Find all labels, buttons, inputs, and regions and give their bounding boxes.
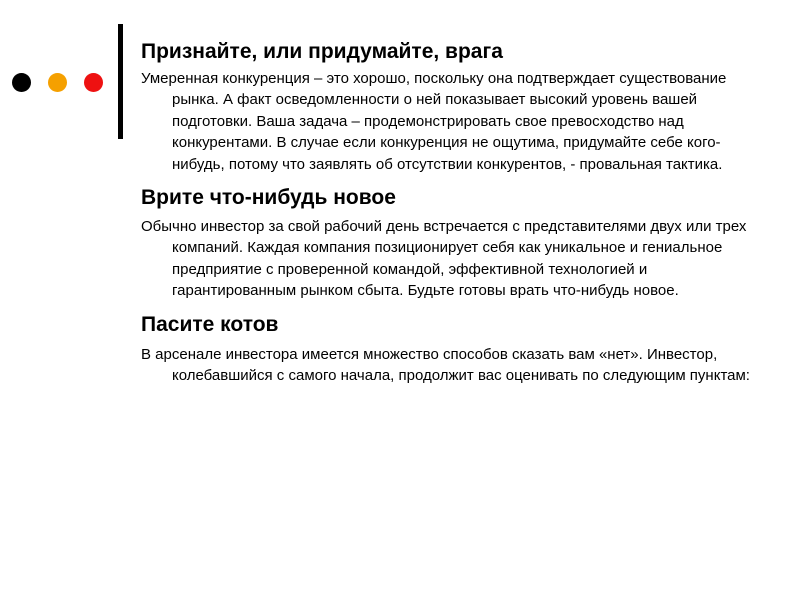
orange-dot-icon [48,73,67,92]
section-title-enemy: Признайте, или придумайте, врага [141,40,503,63]
slide-content [141,38,771,386]
section-title-cats: Пасите котов [141,312,279,336]
section-title-new: Врите что-нибудь новое [141,186,396,210]
decorative-dots [12,73,103,92]
vertical-accent-bar [118,24,123,139]
section-text-new: Обычно инвестор за свой рабочий день встречается с представителями двух или трех компаний. Каждая компания позиционирует себя как уникальное и гениальное предприятие с проверенной командой, эффективной технологией и гарантированным рынком сбыта. Будьте готовы врать что-нибудь новое. [141,218,747,300]
red-dot-icon [84,73,103,92]
section-text-cats: В арсенале инвестора имеется множество способов сказать вам «нет». Инвестор, колебавшийся с самого начала, продолжит вас оценивать по следующим пунктам: [141,345,750,385]
black-dot-icon [12,73,31,92]
section-text-enemy: Умеренная конкуренция – это хорошо, поскольку она подтверждает существование рынка. А факт осведомленности о ней показывает высокий уровень вашей подготовки. Ваша задача – продемонстрировать свое превосходство над конкурентами. В случае если конкуренция не ощутима, придумайте себе кого-нибудь, потому что заявлять об отсутствии конкурентов, - провальная тактика. [141,70,727,173]
